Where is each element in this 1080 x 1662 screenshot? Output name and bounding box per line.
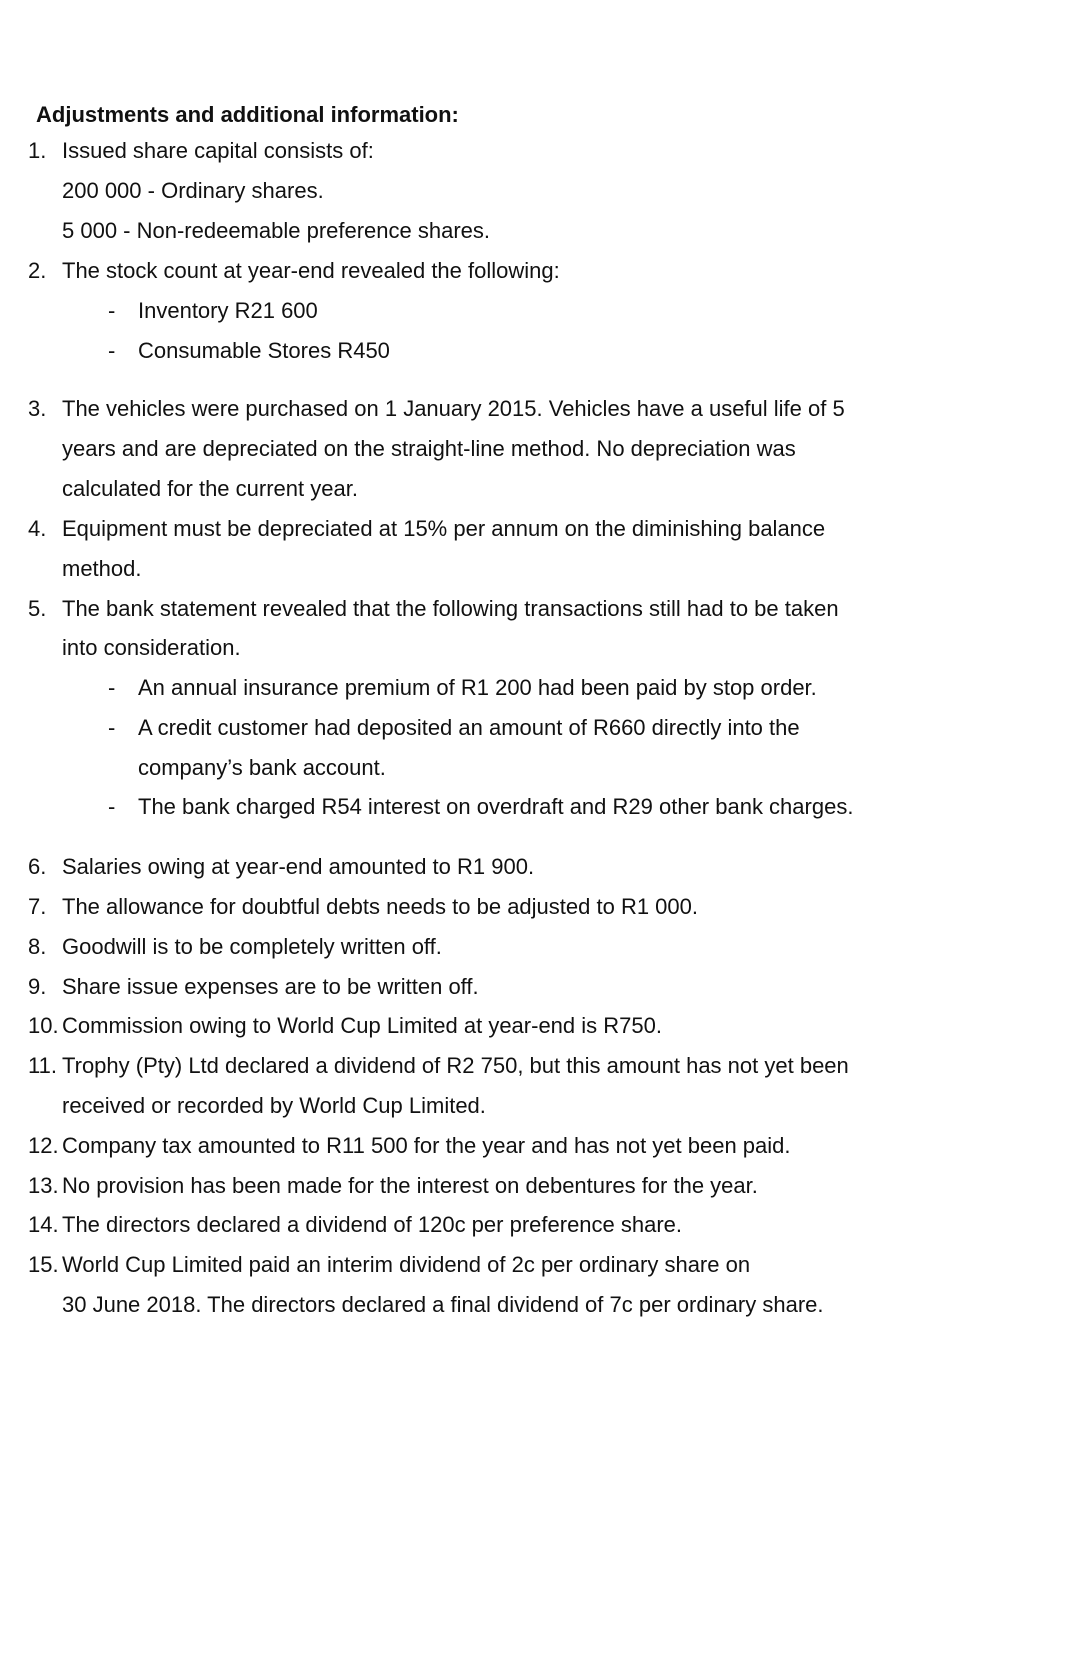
item-5-line-2: into consideration.: [62, 635, 241, 660]
item-3-line-1: The vehicles were purchased on 1 January 2015. Vehicles have a useful life of 5: [62, 396, 845, 421]
item-5-bullet-3: The bank charged R54 interest on overdraft and R29 other bank charges.: [138, 794, 854, 819]
item-4-number: 4.: [28, 516, 47, 541]
item-2-number: 2.: [28, 258, 47, 283]
item-15-number: 15.: [28, 1252, 59, 1277]
bullet-dash: -: [108, 715, 116, 740]
item-4-line-1: Equipment must be depreciated at 15% per annum on the diminishing balance: [62, 516, 826, 541]
item-2-line-1: The stock count at year-end revealed the following:: [62, 258, 560, 283]
item-4-line-2: method.: [62, 556, 142, 581]
item-12-number: 12.: [28, 1133, 59, 1158]
item-11-number: 11.: [28, 1053, 57, 1078]
bullet-dash: -: [108, 794, 116, 819]
item-10-number: 10.: [28, 1013, 59, 1038]
item-8-line-1: Goodwill is to be completely written off.: [62, 934, 442, 959]
item-12-line-1: Company tax amounted to R11 500 for the year and has not yet been paid.: [62, 1133, 791, 1158]
item-7-line-1: The allowance for doubtful debts needs to be adjusted to R1 000.: [62, 894, 698, 919]
item-5-bullet-2-cont: company’s bank account.: [138, 755, 386, 780]
bullet-dash: -: [108, 338, 116, 363]
item-1-line-1: Issued share capital consists of:: [62, 138, 374, 163]
item-1-line-2: 200 000 - Ordinary shares.: [62, 178, 324, 203]
item-11-line-2: received or recorded by World Cup Limited.: [62, 1093, 486, 1118]
item-5-line-1: The bank statement revealed that the following transactions still had to be taken: [62, 596, 839, 621]
item-2-bullet-1: Inventory R21 600: [138, 298, 318, 323]
item-6-number: 6.: [28, 854, 47, 879]
item-10-line-1: Commission owing to World Cup Limited at year-end is R750.: [62, 1013, 662, 1038]
item-13-number: 13.: [28, 1173, 59, 1198]
item-3-line-2: years and are depreciated on the straight-line method. No depreciation was: [62, 436, 796, 461]
item-9-line-1: Share issue expenses are to be written off.: [62, 974, 479, 999]
item-1-line-3: 5 000 - Non-redeemable preference shares.: [62, 218, 491, 243]
item-5-bullet-1: An annual insurance premium of R1 200 had been paid by stop order.: [138, 675, 817, 700]
item-5-bullet-2: A credit customer had deposited an amount of R660 directly into the: [138, 715, 800, 740]
item-13-line-1: No provision has been made for the interest on debentures for the year.: [62, 1173, 758, 1198]
item-3-line-3: calculated for the current year.: [62, 476, 358, 501]
item-14-number: 14.: [28, 1212, 59, 1237]
section-heading: Adjustments and additional information:: [36, 102, 459, 127]
bullet-dash: -: [108, 298, 116, 323]
item-8-number: 8.: [28, 934, 47, 959]
bullet-dash: -: [108, 675, 116, 700]
item-15-line-2: 30 June 2018. The directors declared a final dividend of 7c per ordinary share.: [62, 1292, 824, 1317]
item-7-number: 7.: [28, 894, 47, 919]
item-2-bullet-2: Consumable Stores R450: [138, 338, 390, 363]
item-5-number: 5.: [28, 596, 47, 621]
item-1-number: 1.: [28, 138, 47, 163]
item-14-line-1: The directors declared a dividend of 120c per preference share.: [62, 1212, 683, 1237]
item-15-line-1: World Cup Limited paid an interim dividend of 2c per ordinary share on: [62, 1252, 751, 1277]
item-6-line-1: Salaries owing at year-end amounted to R1 900.: [62, 854, 535, 879]
item-9-number: 9.: [28, 974, 47, 999]
item-11-line-1: Trophy (Pty) Ltd declared a dividend of R2 750, but this amount has not yet been: [62, 1053, 849, 1078]
item-3-number: 3.: [28, 396, 47, 421]
